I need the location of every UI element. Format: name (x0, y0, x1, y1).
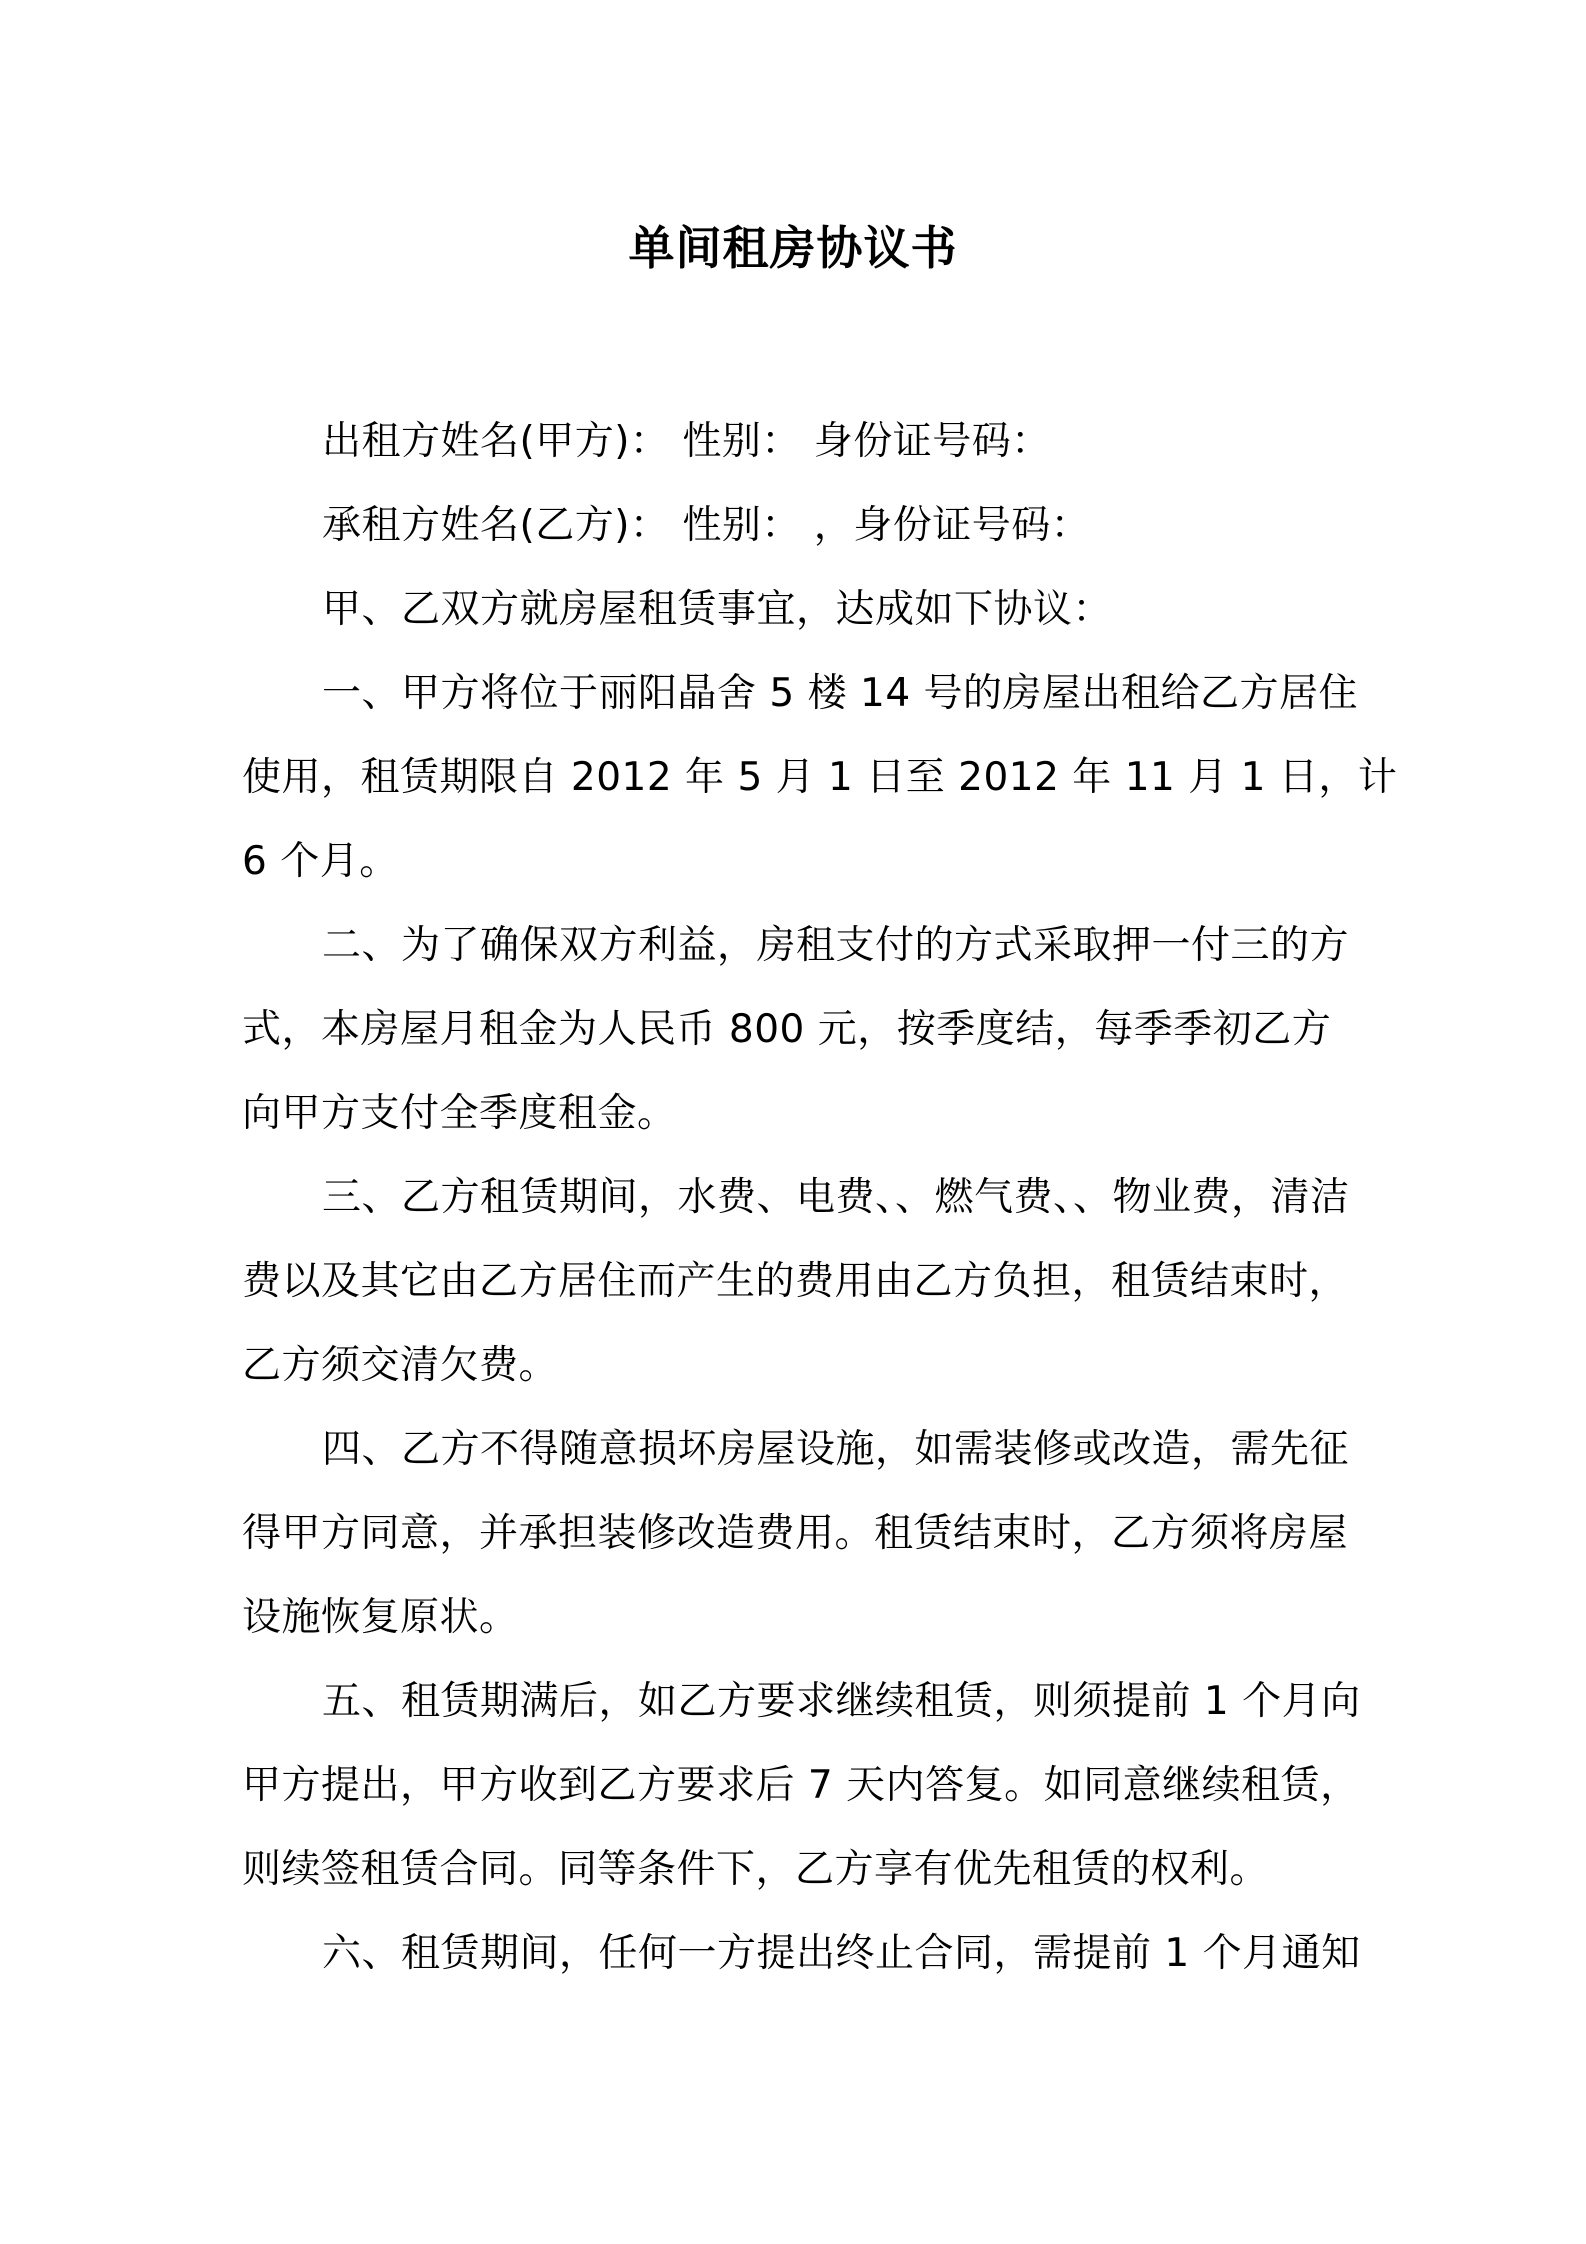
clause-4-line-2: 得甲方同意，并承担装修改造费用。租赁结束时，乙方须将房屋 (242, 1511, 1349, 1556)
clause-3-line-3: 乙方须交清欠费。 (242, 1343, 559, 1388)
clause-2-line-2: 式，本房屋月租金为人民币 800 元，按季度结，每季季初乙方 (242, 1007, 1332, 1052)
document-body (242, 400, 1398, 1996)
clause-3-line-1: 三、乙方租赁期间，水费、电费、、燃气费、、物业费，清洁 (322, 1175, 1350, 1220)
document-title: 单间租房协议书 (628, 221, 958, 275)
clause-3-line-2: 费以及其它由乙方居住而产生的费用由乙方负担，租赁结束时， (242, 1259, 1349, 1304)
clause-5-line-3: 则续签租赁合同。同等条件下，乙方享有优先租赁的权利。 (242, 1847, 1270, 1892)
clause-1-line-2: 使用，租赁期限自 2012 年 5 月 1 日至 2012 年 11 月 1 日，计 (242, 755, 1398, 800)
clause-4-line-3: 设施恢复原状。 (242, 1595, 519, 1640)
clause-1-line-3: 6 个月。 (242, 839, 399, 884)
clause-6-line-1: 六、租赁期间，任何一方提出终止合同，需提前 1 个月通知 (322, 1931, 1361, 1976)
lessor-info-line: 出租方姓名(甲方)： 性别： 身份证号码： (322, 419, 1051, 464)
clause-2-line-3: 向甲方支付全季度租金。 (242, 1091, 677, 1136)
clause-4-line-1: 四、乙方不得随意损坏房屋设施，如需装修或改造，需先征 (322, 1427, 1350, 1472)
clause-5-line-1: 五、租赁期满后，如乙方要求继续租赁，则须提前 1 个月向 (322, 1679, 1361, 1724)
lessee-info-line: 承租方姓名(乙方)： 性别： ，身份证号码： (322, 503, 1091, 548)
clause-5-line-2: 甲方提出，甲方收到乙方要求后 7 天内答复。如同意继续租赁， (242, 1763, 1360, 1808)
clause-2-line-1: 二、为了确保双方利益，房租支付的方式采取押一付三的方 (322, 923, 1350, 968)
agreement-intro-line: 甲、乙双方就房屋租赁事宜，达成如下协议： (322, 587, 1113, 632)
clause-1-line-1: 一、甲方将位于丽阳晶舍 5 楼 14 号的房屋出租给乙方居住 (322, 671, 1359, 716)
